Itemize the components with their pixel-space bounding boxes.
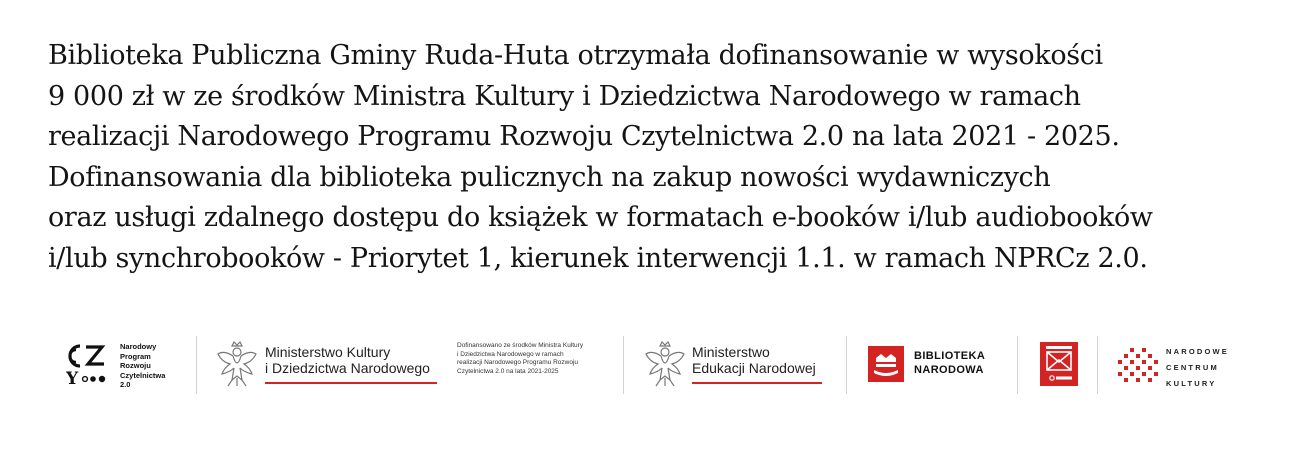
- nprcz-line: Narodowy: [120, 342, 157, 351]
- biblioteka-narodowa-logo-icon: [868, 346, 904, 382]
- nck-logo-text: [1166, 344, 1229, 392]
- nck-line: NARODOWE: [1166, 347, 1230, 356]
- funding-note-line: realizacji Narodowego Programu Rozwoju: [457, 359, 579, 367]
- bn-line: NARODOWA: [914, 364, 984, 376]
- funding-note-line: i Dziedzictwa Narodowego w ramach: [457, 350, 564, 358]
- mkidn-logo-text: [265, 344, 430, 376]
- nck-line: KULTURY: [1166, 379, 1217, 388]
- nprcz-logo-icon: [66, 342, 110, 386]
- men-logo-text: [692, 344, 816, 376]
- bn-line: BIBLIOTEKA: [914, 350, 986, 362]
- logo-separator: [1017, 336, 1018, 394]
- announcement-paragraph: [48, 36, 1268, 279]
- men-line: Ministerstwo: [692, 344, 770, 360]
- men-red-rule: [692, 382, 822, 384]
- logo-separator: [846, 336, 847, 394]
- funding-note-line: Dofinansowano ze środków Ministra Kultury: [457, 342, 584, 349]
- sponsor-logos-strip: [0, 330, 1296, 400]
- nprcz-logo-text: [120, 342, 165, 390]
- nprcz-line: Czytelnictwa: [120, 370, 166, 380]
- mkidn-line: i Dziedzictwa Narodowego: [265, 360, 430, 376]
- nprcz-line: Rozwoju: [120, 361, 151, 370]
- paragraph-line: i/lub synchrobooków - Priorytet 1, kierunek interwencji 1.1. w ramach NPRCz 2.0.: [48, 242, 1148, 274]
- paragraph-line: Dofinansowania dla biblioteka pulicznych na zakup nowości wydawniczych: [48, 161, 1051, 193]
- funding-note-line: Czytelnictwa 2.0 na lata 2021-2025: [457, 367, 559, 375]
- nck-line: CENTRUM: [1166, 363, 1219, 372]
- funding-note: [457, 342, 583, 376]
- paragraph-line: oraz usługi zdalnego dostępu do książek w formatach e-booków i/lub audiobooków: [48, 202, 1153, 233]
- eagle-emblem-icon: [216, 340, 258, 388]
- mkidn-red-rule: [265, 382, 437, 384]
- nprcz-line: 2.0: [120, 380, 131, 389]
- svg-text:Y: Y: [66, 369, 79, 386]
- nck-logo-icon: [1118, 344, 1158, 384]
- paragraph-line: Biblioteka Publiczna Gminy Ruda-Huta otrzymała dofinansowanie w wysokości: [48, 40, 1103, 71]
- paragraph-line: 9 000 zł w ze środków Ministra Kultury i Dziedzictwa Narodowego w ramach: [48, 80, 1081, 112]
- paragraph-line: realizacji Narodowego Programu Rozwoju Czytelnictwa 2.0 na lata 2021 - 2025.: [48, 121, 1120, 152]
- biblioteka-narodowa-text: [914, 349, 985, 377]
- nprcz-line: Program: [120, 351, 151, 361]
- logo-separator: [623, 336, 624, 394]
- logo-separator: [196, 336, 197, 394]
- mkidn-line: Ministerstwo Kultury: [265, 344, 391, 360]
- men-line: Edukacji Narodowej: [692, 360, 816, 376]
- logo-separator: [1097, 336, 1098, 394]
- poland-book-logo-icon: [1040, 342, 1078, 386]
- eagle-emblem-icon: [644, 340, 686, 388]
